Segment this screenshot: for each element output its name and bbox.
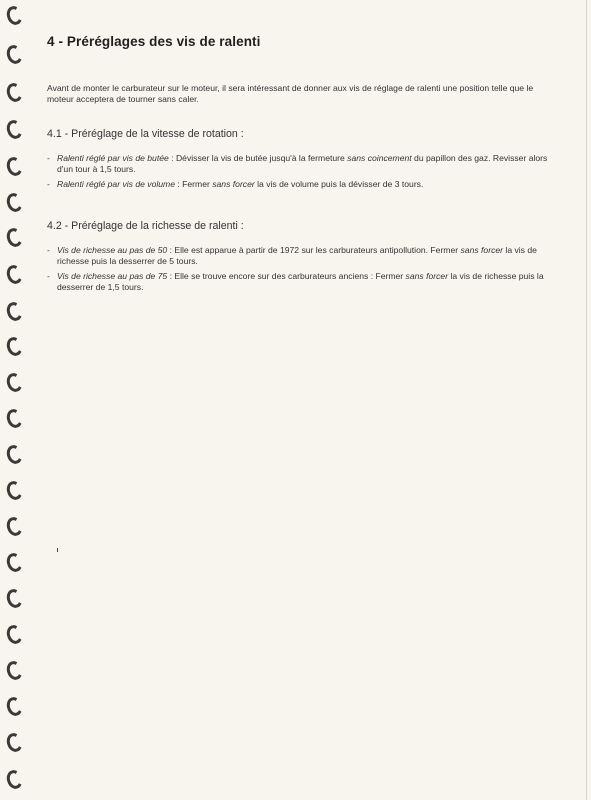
binding-ring-icon [4, 263, 24, 286]
section-list [47, 245, 552, 293]
binding-ring-icon [4, 118, 24, 141]
item-emphasis: sans forcer [405, 271, 449, 281]
binding-ring-icon [4, 155, 24, 178]
section-title: 4.1 - Préréglage de la vitesse de rotation : [47, 128, 244, 140]
binding-ring-icon [4, 515, 24, 538]
item-text: la vis de richesse puis la desserrer de 5 tours. [57, 245, 537, 266]
item-text: : Dévisser la vis de butée jusqu'à la fermeture [168, 153, 348, 163]
item-emphasis: sans forcer [212, 179, 255, 189]
intro-paragraph: Avant de monter le carburateur sur le moteur, il sera intéressant de donner aux vis de réglage de ralenti une position telle que le moteur acceptera de tourner sans caler. [47, 83, 534, 104]
page-edge [586, 0, 587, 800]
binding-ring-icon [4, 479, 24, 502]
item-text: : Fermer [174, 179, 213, 189]
binding-ring-icon [4, 4, 24, 27]
spiral-binding [0, 0, 34, 800]
binding-ring-icon [4, 731, 24, 754]
item-emphasis: sans forcer [460, 245, 504, 255]
list-dash: - [47, 245, 50, 255]
binding-ring-icon [4, 335, 24, 358]
print-speck [57, 548, 58, 552]
item-lead: Vis de richesse au pas de 50 [57, 245, 168, 255]
binding-ring-icon [4, 371, 24, 394]
binding-ring-icon [4, 587, 24, 610]
list-dash: - [47, 153, 50, 163]
page-title: 4 - Préréglages des vis de ralenti [47, 34, 261, 49]
item-text: la vis de volume puis la dévisser de 3 tours. [254, 179, 424, 189]
binding-ring-icon [4, 768, 24, 791]
item-text: : Elle se trouve encore sur des carburateurs anciens : Fermer [167, 271, 406, 281]
item-text: du papillon des gaz. Revisser alors d'un tour à 1,5 tours. [57, 153, 548, 174]
item-lead: Ralenti réglé par vis de butée [57, 153, 169, 163]
item-lead: Ralenti réglé par vis de volume [57, 179, 175, 189]
binding-ring-icon [4, 695, 24, 718]
binding-ring-icon [4, 551, 24, 574]
binding-ring-icon [4, 300, 24, 323]
list-item [47, 271, 552, 293]
item-text: : Elle est apparue à partir de 1972 sur les carburateurs antipollution. Fermer [167, 245, 461, 255]
section-list [47, 153, 552, 190]
binding-ring-icon [4, 443, 24, 466]
binding-ring-icon [4, 407, 24, 430]
list-item [47, 153, 552, 175]
binding-ring-icon [4, 226, 24, 249]
document-body [47, 34, 552, 297]
section-title: 4.2 - Préréglage de la richesse de ralenti : [47, 220, 244, 232]
binding-ring-icon [4, 191, 24, 214]
list-dash: - [47, 179, 50, 189]
list-dash: - [47, 271, 50, 281]
binding-ring-icon [4, 43, 24, 66]
item-lead: Vis de richesse au pas de 75 [57, 271, 168, 281]
list-item [47, 245, 552, 267]
item-emphasis: sans coincement [347, 153, 412, 163]
item-text: la vis de richesse puis la desserrer de 1,5 tours. [57, 271, 544, 292]
binding-ring-icon [4, 659, 24, 682]
binding-ring-icon [4, 81, 24, 104]
binding-ring-icon [4, 623, 24, 646]
list-item [47, 179, 552, 190]
